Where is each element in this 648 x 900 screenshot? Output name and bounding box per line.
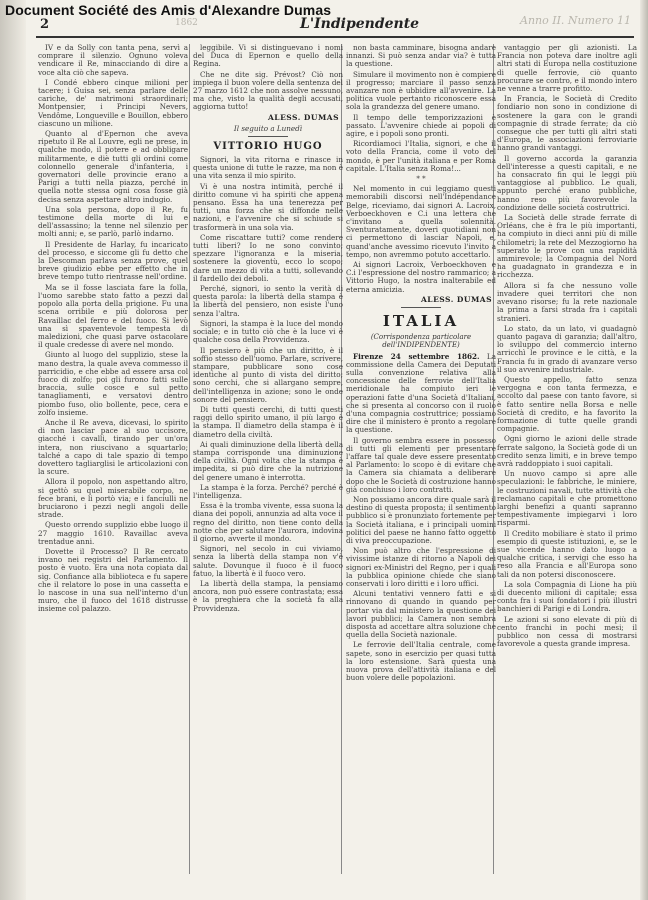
paragraph: Simulare il movimento non è compiere il progresso; marciare il passo senza avanzare non è ubbidire all'avvenire. La politica vuole pertanto riconoscere essa sola la grandezza del genere umano.	[346, 69, 496, 112]
paragraph: Quanto al d'Epernon che aveva ripetuto il Re al Louvre, egli ne prese, in qualche modo, il potere e ad obbligare militarmente, e diè tutti gli ordini come colonnello generale d'infanteria, i governatori delle provincie erano a Parigi a tutti nella piazza, perché in quella notte stessa ogni cosa fosse già decisa senza aspettare altro indugio.	[38, 129, 188, 204]
paragraph: Una sola persona, dopo il Re, fu testimone della morte di lui e dell'assassino; la tenne nel silenzio per molti anni; e, se parlò, parlò indarno.	[38, 204, 188, 239]
paragraph: Non possiamo ancora dire quale sarà il destino di questa proposta; il sentimento pubblico si è pronunziato fortemente per la Società italiana, e i principali uomini politici del paese ne hanno fatto oggetto di viva preoccupazione.	[346, 494, 496, 545]
paragraph: Non può altro che l'espressione di vivissime istanze di ritorno a Napoli dei signori ex-Ministri del Regno, per i quali la pubblica opinione chiede che siano conservati i loro diritti e i loro uffici.	[346, 546, 496, 588]
paragraph: Il governo sembra essere in possesso di tutti gli elementi per presentare l'affare tal quale deve essere presentato al Parlamento: lo scopo è di evitare che la Camera sia chiamata a deliberare dopo che le Società di costruzione hanno già conchiuso i loro contratti.	[346, 435, 496, 494]
column-rule	[189, 44, 190, 874]
paragraph: Questo orrendo supplizio ebbe luogo il 27 maggio 1610. Ravaillac aveva trentadue anni.	[38, 520, 188, 546]
paragraph: Il Credito mobiliare è stato il primo esempio di queste istituzioni, e, se le sue vicende hanno dato luogo a qualche critica, i servigi che esso ha reso alla Francia e all'Europa sono tali da non potersi disconoscere.	[497, 528, 637, 579]
paragraph: Le azioni si sono elevate di più di cento franchi in pochi mesi; il pubblico non cessa di mostrarsi favorevole a questa grande impresa.	[497, 614, 637, 649]
section-heading: ITALIA	[382, 312, 460, 331]
paragraph: Di tutti questi cerchi, di tutti questi raggi dello spirito umano, il più largo è la stampa. Il diametro della stampa è il diametro della civiltà.	[193, 404, 343, 439]
paragraph: Lo stato, da un lato, vi guadagnò quanto pagava di garanzia; dall'altro, lo sviluppo del commercio interno arricchì le province e le città, e la Francia fu in grado di avanzare verso il suo avvenire industriale.	[497, 323, 637, 374]
paragraph: Vi è una nostra intimità, perché il diritto comune vi ha spiriti che appena pensano. Essa ha una tenerezza per tutti, una forza che si diffonde nelle nazioni, e l'avvenire che si schiude si trasformerà in una sola via.	[193, 181, 343, 232]
paragraph: Come riscattare tutti? come rendere tutti liberi? Io ne sono convinto; spezzare l'ignoranza e la miseria, sostenere la gioventù, ecco lo scopo; dare un mezzo di vita a tutti, sollevando il fardello dei deboli.	[193, 232, 343, 283]
column-lead: non basta camminare, bisogna andare innanzi. Si può senza andar via? è tutta la questione.	[346, 44, 496, 69]
column-4	[497, 44, 637, 874]
running-title: L'Indipendente	[300, 16, 420, 32]
column-1	[38, 44, 188, 874]
paragraph: Il pensiero è più che un diritto, è il soffio stesso dell'uomo. Parlare, scrivere, stampare, pubblicare sono cose identiche al punto di vista del diritto; sono cerchi, che si allargano sempre, dell'intelligenza in azione; sono le onde sonore del pensiero.	[193, 345, 343, 404]
paragraph: I Condé ebbero cinque milioni per tacere; i Guisa sei, senza parlare delle cariche, de' matrimoni straordinari; Montpensier, i Principi Nevers, Vendôme, Longueville e Bouillon, ebbero ciascuno un milione.	[38, 77, 188, 128]
paragraph: Essa è la tromba vivente, essa suona la diana dei popoli, annunzia ad alta voce il regno del diritto, non tiene conto della notte che per salutare l'aurora, indovina il giorno, avverte il mondo.	[193, 501, 343, 543]
paragraph: La sola Compagnia di Lione ha più di duecento milioni di capitale; essa conta fra i suoi fondatori i più illustri banchieri di Parigi e di Londra.	[497, 579, 637, 614]
paragraph: Allora il popolo, non aspettando altro, si gettò su quel miserabile corpo, ne fece brani, e li portò via; e i fanciulli ne bruciarono i pezzi negli angoli delle strade.	[38, 477, 188, 520]
paragraph: Il Presidente de Harlay, fu incaricato del processo, e siccome gli fu detto che la Descoman parlava senza prove, quel breve giudizio ebbe per effetto che in breve tempo tutto rientrasse nell'ordine.	[38, 239, 188, 282]
author-signature: ALESS. DUMAS	[420, 294, 492, 304]
page-edge	[640, 0, 648, 900]
archive-watermark: Document Société des Amis d'Alexandre Dumas	[5, 2, 332, 18]
author-signature: ALESS. DUMAS	[267, 112, 339, 122]
bleed-through-year: 1862	[175, 18, 198, 28]
paragraph: La Società delle strade ferrate di Orléans, che è fra le più importanti, ha compiuto in dieci anni più di mille chilometri; la rete del Mezzogiorno ha superato le prove con una rapidità ammirevole; la Compagnia del Nord ha guadagnato in grandezza e in ricchezza.	[497, 213, 637, 280]
paragraph: Il tempo delle temporizzazioni è passato. L'avvenire chiede ai popoli di agire, e i popoli sono pronti.	[346, 112, 496, 139]
paragraph: Ricordiamoci l'Italia, signori, e che il voto della Francia, come il voto del mondo, è per l'unità italiana e per Roma capitale. L'Italia senza Roma!...	[346, 139, 496, 173]
paragraph: Signori, la stampa è la luce del mondo sociale; e in tutto ciò che è la luce vi è qualche cosa della Provvidenza.	[193, 318, 343, 345]
section-divider	[401, 307, 441, 308]
continued-note: Il seguito a Lunedì	[233, 123, 303, 133]
bleed-through-issue: Anno II. Numero 11	[520, 14, 631, 27]
paragraph: Signori, la vita ritorna e rinasce in questa unione di tutte le razze, ma non è una vita senza il mio spirito.	[193, 155, 343, 181]
column-lead: IV e da Solly con tanta pena, servì a comprare il silenzio. Ognuno voleva vendicare il Re, minacciando di dire a voce alta ciò che sapeva.	[38, 44, 188, 77]
column-3	[346, 44, 496, 874]
paragraph: Alcuni tentativi vennero fatti e si rinnovano di quando in quando per portar via dal ministero la questione dei lavori pubblici; la Camera non sembra disposta ad accettare altra soluzione che quella della Società nazionale.	[346, 589, 496, 640]
paragraph: Dovette il Processo? Il Re cercato invano nei registri del Parlamento. Il posto è vuoto. Era una nota copiata dal sig. Confiance alla biblioteca e fu sapere che il relatore lo pose in una cassetta e lo nascose in una sua nell'interno d'un muro, che il fuoco del 1618 distrusse insieme col palazzo.	[38, 546, 188, 614]
paragraph: Signori, nel secolo in cui viviamo, senza la libertà della stampa non v'è salute. Dovunque il fuoco è il fuoco fatuo, la libertà è il fuoco vero.	[193, 544, 343, 578]
column-lead: leggibile. Vi si distinguevano i nomi del Duca di Epernon e quello della Regina.	[193, 44, 343, 69]
paragraph: Giunto al luogo del supplizio, stese la mano destra, la quale aveva commesso il parricidio, e che ebbe ad essere arsa col fuoco di zolfo; poi gli furono fatti sulle braccia, sulle cosce e sul petto tanagliamenti, e versatovi dentro piombo fuso, olio bollente, pece, cera e zolfo insieme.	[38, 350, 188, 417]
paragraph: In Francia, le Società di Credito fondiario non sono in condizione di sostenere la gara con le grandi compagnie di strade ferrate; da ciò consegue che per tutti gli altri stati d'Europa, le associazioni ferroviarie hanno grandi vantaggi.	[497, 94, 637, 153]
paragraph: Perché, signori, io sento la verità di questa parola: la libertà della stampa è la libertà del pensiero, non esiste l'uno senza l'altra.	[193, 284, 343, 318]
section-heading: VITTORIO HUGO	[213, 141, 323, 153]
header-rule	[36, 36, 634, 38]
paragraph: Ogni giorno le azioni delle strade ferrate salgono, la Società gode di un credito senza limiti, e in breve tempo avrà raddoppiato i suoi capitali.	[497, 434, 637, 468]
paragraph: Un nuovo campo si apre alle speculazioni: le fabbriche, le miniere, le costruzioni navali, tutte attività che reclamano capitali e che promettono larghi benefizi a quanti sapranno tempestivamente impiegarvi i loro risparmi.	[497, 469, 637, 528]
section-break: * *	[416, 175, 426, 184]
paragraph: Anche il Re aveva, dicevasi, lo spirito di non lasciar pace al suo uccisore, giacché i cavalli, tirando per un'ora intera, non riuscivano a squartarlo; talché a capo di tale spazio di tempo dovettero tagliarglisi le articolazioni con la scure.	[38, 417, 188, 477]
dateline: Firenze 24 settembre 1862.	[353, 351, 480, 361]
column-lead: vantaggio per gli azionisti. La Francia non poteva dare inoltre agli altri stati di Europa nella costituzione di quelle ferrovie, ciò quanto procurare se contro, e il mondo intero ne venne a trarre profitto.	[497, 44, 637, 94]
paragraph: Ai quali diminuzione della libertà della stampa corrisponde una diminuzione della civiltà. Ogni volta che la stampa è impedita, si può dire che la nutrizione del genere umano è interrotta.	[193, 439, 343, 482]
paragraph: Allora si fa che nessuno volle invadere quei territori che non avevano risorse; fu la rete nazionale la prima a farsi strada fra i capitali stranieri.	[497, 280, 637, 323]
paragraph: Ma se il fosse lasciata fare la folla, l'uomo sarebbe stato fatto a pezzi dal popolo alla porta della prigione. Fu una scena orribile e più dolorosa per Ravaillac del ferro e del fuoco. Si levò una sì spaventevole tempesta di maledizioni, che quasi parve ostacolare il quale credesse di avere nel mondo.	[38, 282, 188, 350]
paragraph: La stampa è la forza. Perché? perché è l'intelligenza.	[193, 482, 343, 500]
paragraph: Le ferrovie dell'Italia centrale, come sapete, sono in esercizio per quasi tutta la loro estensione. Sarà questa una nuova prova dell'attività italiana e del buon volere delle popolazioni.	[346, 640, 496, 683]
paragraph: Il governo accorda la garanzia dell'interesse a questi capitali, e ne ha consacrato fin qui le leggi più vantaggiose al pubblico. Le quali, appunto perché erano pubbliche, hanno reso più favorevole la condizione delle società costruttrici.	[497, 153, 637, 212]
binding-shadow	[0, 0, 26, 900]
column-2	[193, 44, 343, 874]
paragraph: Ai signori Lacroix, Verboeckhoven e C.i l'espressione del nostro rammarico; a Vittorio Hugo, la nostra inalterabile ed eterna amicizia.	[346, 260, 496, 294]
section-subheading: (Corrispondenza particolare dell'INDIPENDENTE)	[370, 333, 472, 350]
paragraph: Che ne dite sig. Prévost? Ciò non impiega il buon volere della sentenza del 27 marzo 1612 che non assolve nessuno, ma che, visto la qualità degli accusati, aggiorna tutto!	[193, 69, 343, 112]
paragraph: Nel momento in cui leggiamo questi memorabili discorsi nell'Indépendance Belge, riceviamo, dai signori A. Lacroix, Verboeckhoven e C.i una lettera che c'invitano a quella solennità. Sventuratamente, doveri quotidiani non ci permettono di lasciar Napoli, e, quand'anche avessimo ricevuto l'invito a tempo, non avremmo potuto accettarlo.	[346, 184, 496, 259]
paragraph: Questo appello, fatto senza vergogna e con tanta fermezza, e accolto dal paese con tanto favore, si è fatto sentire nella Borsa e nelle Società di credito, e ha favorito la formazione di tutte quelle grandi compagnie.	[497, 374, 637, 434]
paragraph: La libertà della stampa, la pensiamo ancora, non può essere contrastata; essa è la preghiera che la società fa alla Provvidenza.	[193, 578, 343, 613]
paragraph: La commissione della Camera dei Deputati sulla convenzione relativa alla concessione delle ferrovie dell'Italia meridionale ha compiuto ieri le operazioni fatte d'una Società d'Italiani, che si presenta al concorso con il ruolo d'una compagnia costruttrice; possiamo dire che il ministero è pronto a regolare la questione.	[346, 351, 496, 435]
page-number: 2	[40, 17, 50, 32]
section-divider	[248, 136, 288, 137]
